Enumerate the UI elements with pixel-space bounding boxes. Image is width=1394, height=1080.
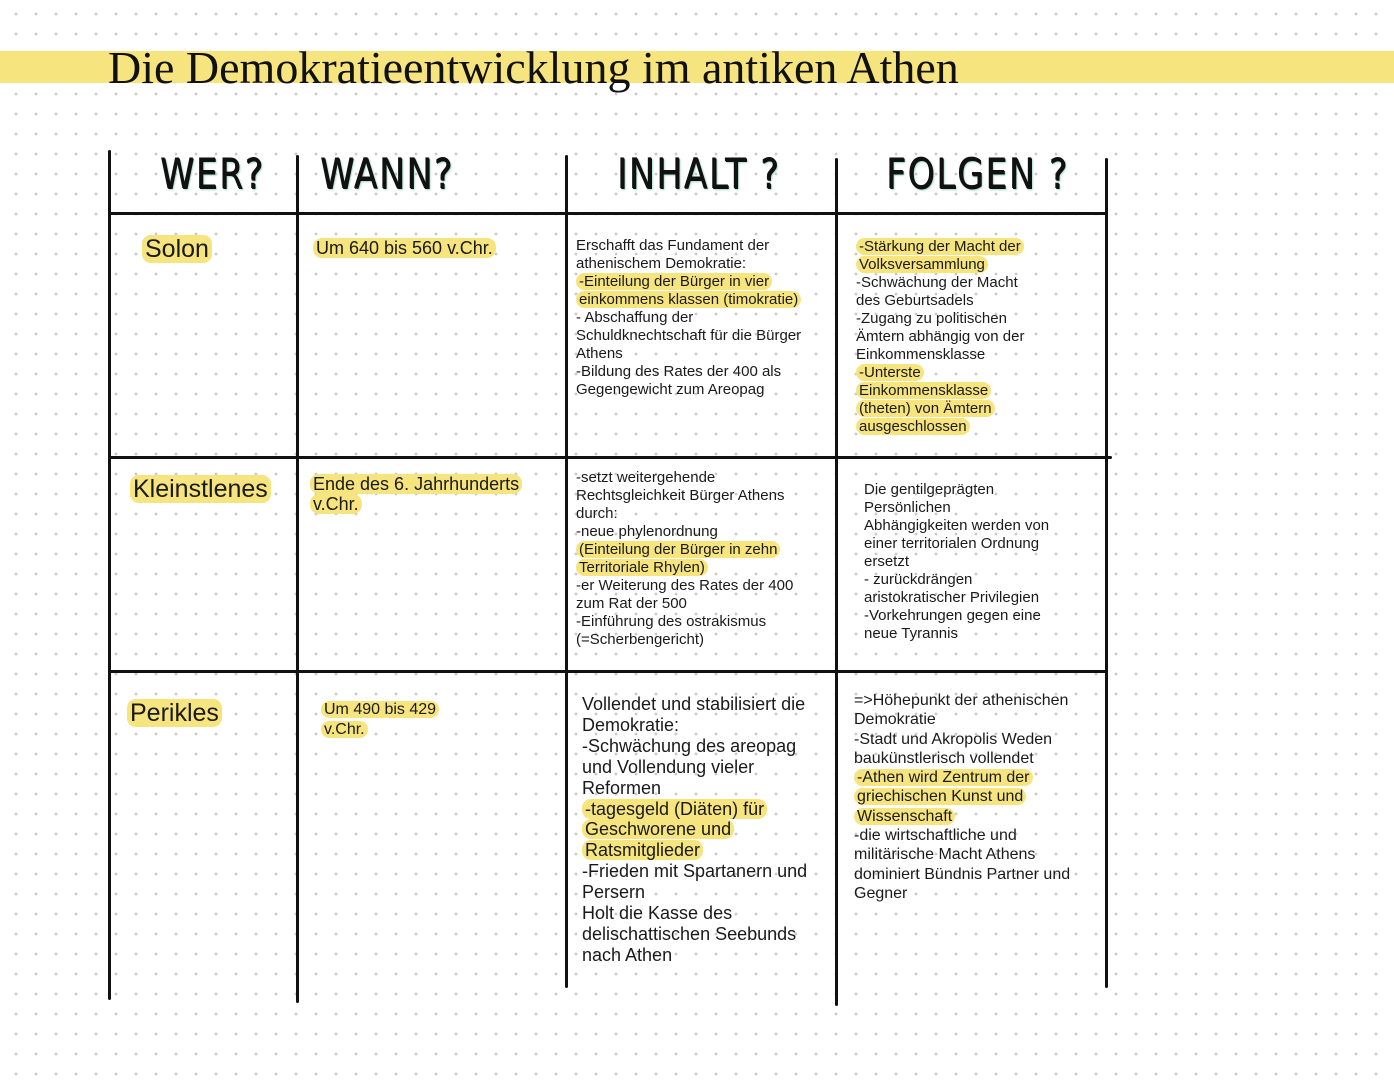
text-line: v.Chr. — [321, 721, 368, 738]
text-line: -Bildung des Rates der 400 als — [576, 363, 782, 380]
text-line: -Athen wird Zentrum der — [854, 769, 1033, 786]
text-line: Wissenschaft — [854, 808, 955, 825]
row-perikles-folgen — [854, 691, 1070, 903]
text-line: -setzt weitergehende — [576, 469, 716, 486]
text-line: v.Chr. — [310, 494, 362, 514]
row-perikles-who: Perikles — [127, 697, 222, 729]
grid-line — [1105, 158, 1108, 988]
row-solon-folgen — [856, 238, 1024, 436]
text-line: -er Weiterung des Rates der 400 — [576, 577, 794, 594]
text-line: -Schwächung der Macht — [856, 274, 1018, 291]
text-line: =>Höhepunkt der athenischen — [854, 692, 1069, 709]
text-line: Holt die Kasse des — [582, 903, 733, 924]
text-line: -Vorkehrungen gegen eine — [864, 607, 1041, 624]
grid-line — [110, 212, 1108, 215]
grid-line — [108, 150, 111, 1000]
text-line: Persern — [582, 882, 646, 903]
text-line: Schuldknechtschaft für die Bürger — [576, 327, 802, 344]
row-perikles-inhalt — [582, 694, 807, 966]
text-line: Einkommensklasse — [856, 382, 991, 399]
text-line: (Einteilung der Bürger in zehn — [576, 541, 780, 558]
text-line: des Geburtsadels — [856, 292, 974, 309]
text-line: Erschafft das Fundament der — [576, 237, 770, 254]
grid-line — [110, 456, 1112, 459]
text-line: -die wirtschaftliche und — [854, 827, 1017, 845]
text-line: -Einteilung der Bürger in vier — [576, 273, 772, 290]
text-line: (theten) von Ämtern — [856, 400, 995, 417]
page-title: Die Demokratieentwicklung im antiken Athen — [108, 42, 959, 93]
text-line: Einkommensklasse — [856, 346, 986, 363]
row-kleinstlenes-folgen — [864, 481, 1049, 643]
text-line: militärische Macht Athens — [854, 846, 1036, 864]
text-line: Gegner — [854, 884, 908, 902]
row-solon-who: Solon — [142, 233, 212, 265]
text-line: athenischem Demokratie: — [576, 255, 747, 272]
text-line: -neue phylenordnung — [576, 523, 718, 540]
text-line: delischattischen Seebunds — [582, 923, 797, 944]
text-line: -Einführung des ostrakismus — [576, 613, 767, 630]
grid-line — [110, 670, 1108, 673]
header-inhalt: INHALT ? — [617, 149, 781, 198]
text-line: - zurückdrängen — [864, 571, 973, 588]
text-line: - Abschaffung der — [576, 309, 694, 326]
text-line: Vollendet und stabilisiert die — [582, 694, 806, 714]
text-line: einer territorialen Ordnung — [864, 535, 1040, 552]
row-solon-when: Um 640 bis 560 v.Chr. — [313, 238, 496, 258]
text-line: Demokratie: — [582, 714, 680, 735]
text-line: -tagesgeld (Diäten) für — [582, 799, 767, 819]
text-line: ersetzt — [864, 553, 910, 570]
text-line: Territoriale Rhylen) — [576, 559, 708, 576]
text-line: aristokratischer Privilegien — [864, 589, 1040, 606]
grid-line — [296, 155, 299, 1003]
text-line: einkommens klassen (timokratie) — [576, 291, 801, 308]
row-kleinstlenes-when — [310, 474, 522, 514]
text-line: baukünstlerisch vollendet — [854, 749, 1034, 767]
text-line: Ämtern abhängig von der — [856, 328, 1025, 345]
text-line: -Stärkung der Macht der — [856, 238, 1024, 255]
text-line: griechischen Kunst und — [854, 788, 1026, 805]
text-line: nach Athen — [582, 944, 673, 965]
row-perikles-when — [321, 700, 439, 740]
text-line: zum Rat der 500 — [576, 595, 687, 612]
text-line: Um 490 bis 429 — [321, 701, 439, 718]
header-wer: WER? — [160, 149, 265, 198]
text-line: Demokratie — [854, 711, 936, 729]
text-line: Reformen — [582, 777, 662, 798]
text-line: Volksversammlung — [856, 256, 988, 273]
text-line: Persönlichen — [864, 499, 951, 516]
text-line: -Unterste — [856, 364, 924, 381]
grid-line — [835, 158, 838, 1006]
text-line: Gegengewicht zum Areopag — [576, 381, 765, 398]
text-line: neue Tyrannis — [864, 625, 958, 642]
text-line: (=Scherbengericht) — [576, 631, 704, 648]
row-kleinstlenes-inhalt — [576, 469, 793, 649]
text-line: -Schwächung des areopag — [582, 735, 797, 756]
text-line: Rechtsgleichkeit Bürger Athens — [576, 487, 785, 504]
header-folgen: FOLGEN ? — [886, 149, 1069, 198]
text-line: ausgeschlossen — [856, 418, 970, 435]
text-line: -Frieden mit Spartanern und — [582, 861, 808, 882]
text-line: durch: — [576, 505, 618, 522]
text-line: -Stadt und Akropolis Weden — [854, 730, 1053, 748]
row-solon-inhalt — [576, 237, 801, 399]
text-line: Athens — [576, 345, 623, 362]
grid-line — [565, 155, 568, 988]
text-line: Geschworene und — [582, 819, 734, 839]
text-line: Ende des 6. Jahrhunderts — [310, 474, 522, 494]
text-line: und Vollendung vieler — [582, 756, 755, 777]
text-line: dominiert Bündnis Partner und — [854, 865, 1071, 883]
text-line: -Zugang zu politischen — [856, 310, 1007, 327]
row-kleinstlenes-who: Kleinstlenes — [130, 473, 271, 505]
text-line: Die gentilgeprägten — [864, 481, 995, 498]
text-line: Abhängigkeiten werden von — [864, 517, 1050, 534]
text-line: Ratsmitglieder — [582, 840, 703, 860]
header-wann: WANN? — [320, 149, 454, 198]
